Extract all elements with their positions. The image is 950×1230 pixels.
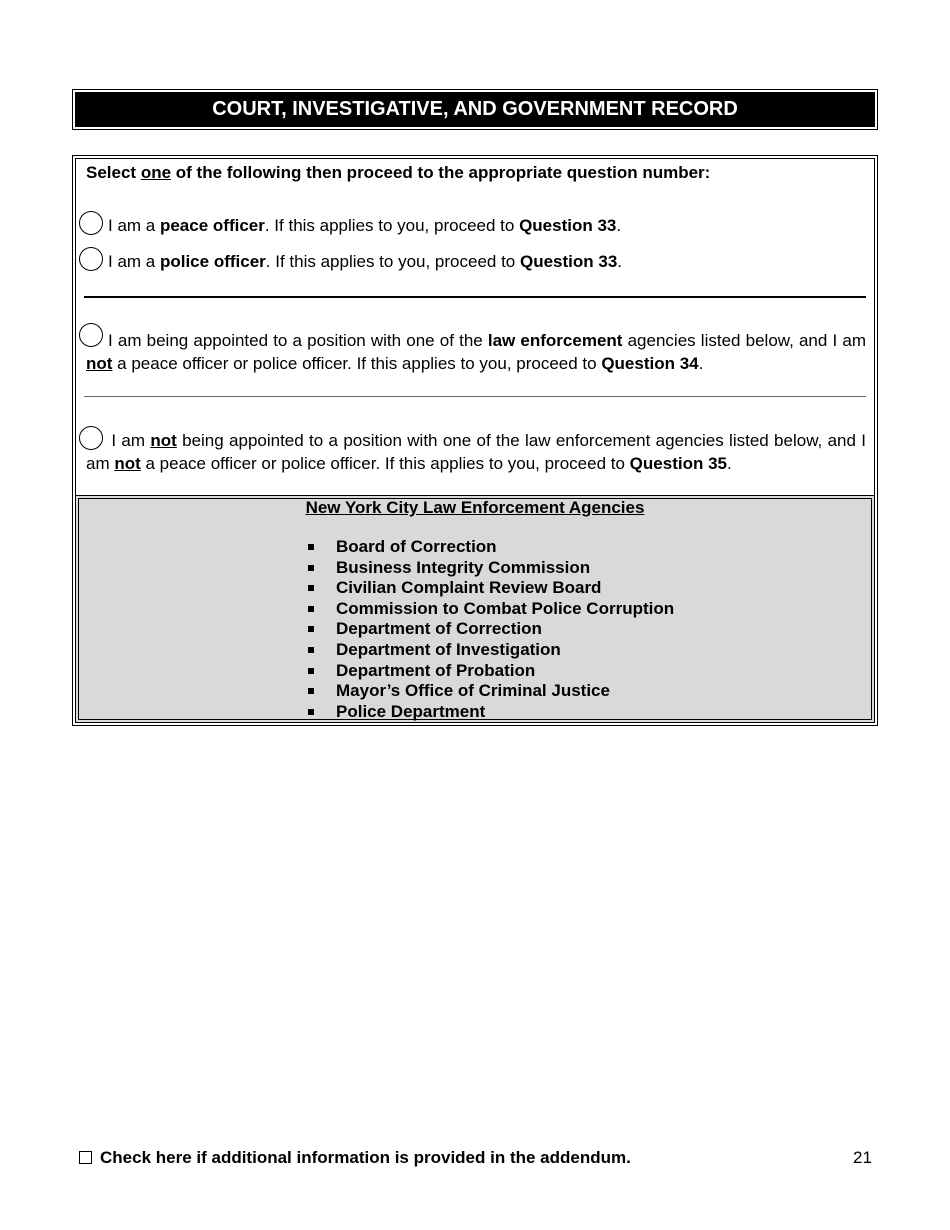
agency-panel [76, 495, 874, 722]
peace-officer-radio[interactable] [79, 211, 103, 235]
divider-thick [84, 296, 866, 298]
agency-item: Department of Investigation [306, 640, 674, 661]
section-title-bar [72, 89, 878, 130]
addendum-checkbox-label: Check here if additional information is provided in the addendum. [100, 1148, 631, 1167]
selection-form-inner [75, 158, 875, 723]
page-number: 21 [853, 1148, 872, 1167]
peace-officer-option-text: I am a peace officer. If this applies to you, proceed to Question 33. [108, 216, 622, 235]
agency-item: Police Department [306, 702, 674, 723]
not-law-enforcement-option-text: I am not being appointed to a position with one of the law enforcement agencies listed below, and I am not a peace officer or police officer. If this applies to you, proceed to Question 35. [86, 431, 867, 473]
agency-item: Civilian Complaint Review Board [306, 578, 674, 599]
agency-item: Board of Correction [306, 537, 674, 558]
divider-thin [84, 396, 866, 397]
law-enforcement-appointee-option-text: I am being appointed to a position with one of the law enforcement agencies listed below, and I am not a peace officer or police officer. If this applies to you, proceed to Question 34. [86, 331, 866, 373]
selection-form [72, 155, 878, 726]
police-officer-radio[interactable] [79, 247, 103, 271]
agency-item: Mayor’s Office of Criminal Justice [306, 681, 674, 702]
addendum-checkbox-row [79, 1148, 631, 1168]
agency-item: Department of Probation [306, 661, 674, 682]
instructions: Select one of the following then proceed to the appropriate question number: [86, 163, 711, 182]
agency-list-title: New York City Law Enforcement Agencies [305, 498, 645, 517]
agency-item: Department of Correction [306, 619, 674, 640]
police-officer-option-text: I am a police officer. If this applies to you, proceed to Question 33. [108, 252, 623, 271]
agency-item: Business Integrity Commission [306, 558, 674, 579]
addendum-checkbox[interactable] [79, 1151, 92, 1164]
agency-list [306, 537, 674, 722]
section-title: COURT, INVESTIGATIVE, AND GOVERNMENT RECORD [75, 92, 875, 127]
agency-item: Commission to Combat Police Corruption [306, 599, 674, 620]
